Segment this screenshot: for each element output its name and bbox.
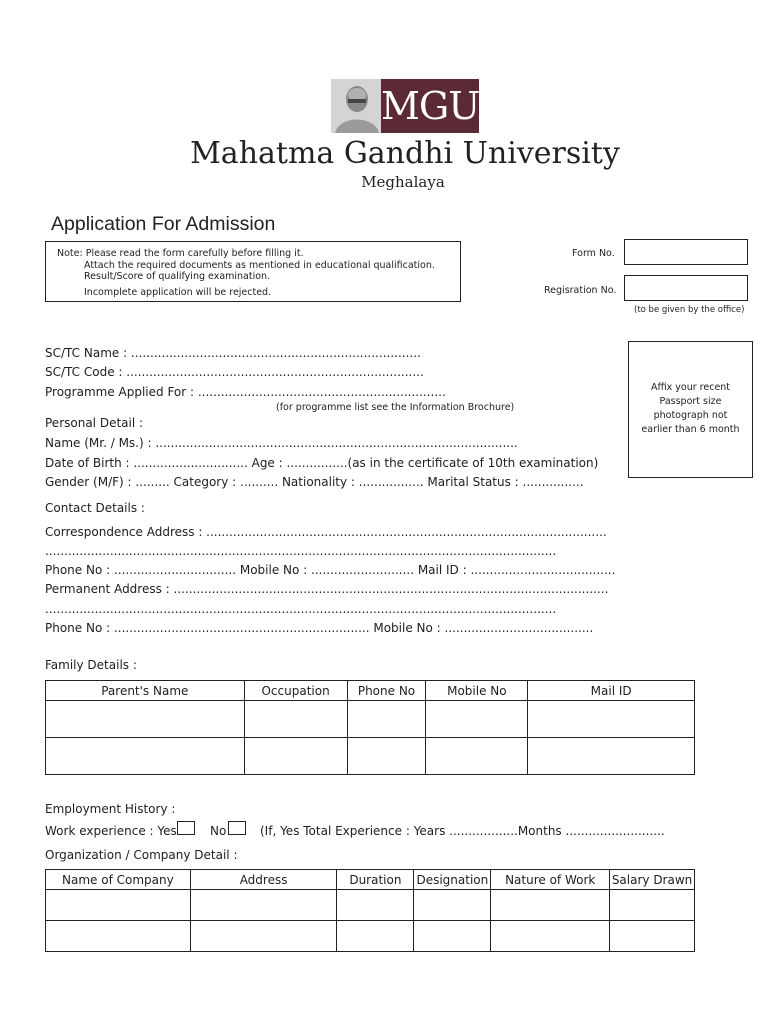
contact-details-heading: Contact Details : (45, 501, 145, 515)
family-table (45, 680, 695, 775)
table-cell[interactable] (491, 921, 610, 952)
company-col-salary: Salary Drawn (610, 870, 695, 890)
table-cell[interactable] (610, 921, 695, 952)
company-col-name: Name of Company (46, 870, 191, 890)
permanent-phone-mobile[interactable]: Phone No : ................................................................... Mobile No : ....................................... (45, 621, 594, 635)
table-cell[interactable] (528, 738, 695, 775)
university-location: Meghalaya (361, 173, 445, 191)
permanent-address-cont[interactable]: ...................................................................................................................................... (45, 602, 557, 616)
company-col-designation: Designation (414, 870, 491, 890)
table-cell[interactable] (190, 921, 337, 952)
table-cell[interactable] (528, 701, 695, 738)
gandhi-portrait-image (331, 79, 381, 133)
family-col-occupation: Occupation (244, 681, 347, 701)
company-col-address: Address (190, 870, 337, 890)
family-details-heading: Family Details : (45, 658, 137, 672)
table-cell[interactable] (46, 921, 191, 952)
correspondence-phone-mobile-mail[interactable]: Phone No : ................................ Mobile No : ........................... Mail ID : ...................................... (45, 563, 616, 577)
dob-age-field[interactable]: Date of Birth : .............................. Age : ................(as in the certificate of 10th examination) (45, 456, 599, 470)
table-cell[interactable] (190, 890, 337, 921)
company-col-duration: Duration (337, 870, 414, 890)
note-line: Result/Score of qualifying examination. (84, 271, 271, 282)
company-table (45, 869, 695, 952)
registration-no-label: Regisration No. (544, 285, 617, 296)
work-experience-label: Work experience : Yes (45, 824, 177, 838)
note-line: Note: Please read the form carefully before filling it. (57, 248, 304, 259)
university-name: Mahatma Gandhi University (190, 136, 620, 171)
sctc-name-field[interactable]: SC/TC Name : ............................................................................ (45, 346, 421, 360)
photo-box-line: Passport size (659, 396, 722, 407)
mgu-logo: MGU (381, 79, 479, 133)
table-cell[interactable] (414, 921, 491, 952)
work-experience-no-checkbox[interactable] (228, 821, 246, 835)
family-col-phone: Phone No (347, 681, 426, 701)
table-cell[interactable] (244, 701, 347, 738)
table-cell[interactable] (347, 738, 426, 775)
employment-history-heading: Employment History : (45, 802, 176, 816)
total-experience-field[interactable]: (If, Yes Total Experience : Years ..................Months .......................... (260, 824, 665, 838)
org-detail-heading: Organization / Company Detail : (45, 848, 238, 862)
registration-no-field[interactable] (624, 275, 748, 301)
form-no-field[interactable] (624, 239, 748, 265)
company-col-nature: Nature of Work (491, 870, 610, 890)
photo-box-line: earlier than 6 month (641, 424, 740, 435)
work-experience-yes-checkbox[interactable] (177, 821, 195, 835)
programme-note: (for programme list see the Information Brochure) (276, 402, 515, 413)
table-cell[interactable] (347, 701, 426, 738)
table-row (46, 701, 695, 738)
table-cell[interactable] (46, 890, 191, 921)
work-experience-no-label: No (210, 824, 227, 838)
correspondence-address-field[interactable]: Correspondence Address : ......................................................................................................... (45, 525, 607, 539)
table-row (46, 738, 695, 775)
name-field[interactable]: Name (Mr. / Ms.) : ............................................................................................... (45, 436, 518, 450)
table-row (46, 890, 695, 921)
note-line: Incomplete application will be rejected. (84, 287, 272, 298)
photo-box-line: Affix your recent (650, 382, 731, 393)
table-cell[interactable] (46, 738, 245, 775)
personal-detail-heading: Personal Detail : (45, 416, 144, 430)
table-cell[interactable] (244, 738, 347, 775)
form-title: Application For Admission (51, 213, 276, 235)
table-cell[interactable] (610, 890, 695, 921)
form-no-label: Form No. (572, 248, 615, 259)
family-col-mobile: Mobile No (426, 681, 528, 701)
family-col-parents-name: Parent's Name (46, 681, 245, 701)
office-note: (to be given by the office) (634, 305, 745, 315)
table-cell[interactable] (337, 921, 414, 952)
gender-category-field[interactable]: Gender (M/F) : ......... Category : .......... Nationality : ................. Marital Status : ................ (45, 475, 584, 489)
table-cell[interactable] (426, 701, 528, 738)
table-cell[interactable] (414, 890, 491, 921)
note-box (45, 241, 461, 302)
photo-box-line: photograph not (653, 410, 728, 421)
programme-applied-field[interactable]: Programme Applied For : ................................................................. (45, 385, 446, 399)
correspondence-address-cont[interactable]: ...................................................................................................................................... (45, 544, 557, 558)
table-cell[interactable] (46, 701, 245, 738)
table-cell[interactable] (491, 890, 610, 921)
table-cell[interactable] (337, 890, 414, 921)
note-line: Attach the required documents as mentioned in educational qualification. (84, 260, 435, 271)
family-col-mail: Mail ID (528, 681, 695, 701)
table-cell[interactable] (426, 738, 528, 775)
table-row (46, 921, 695, 952)
sctc-code-field[interactable]: SC/TC Code : .............................................................................. (45, 365, 424, 379)
photo-box (628, 341, 753, 478)
permanent-address-field[interactable]: Permanent Address : .................................................................................................................. (45, 582, 609, 596)
